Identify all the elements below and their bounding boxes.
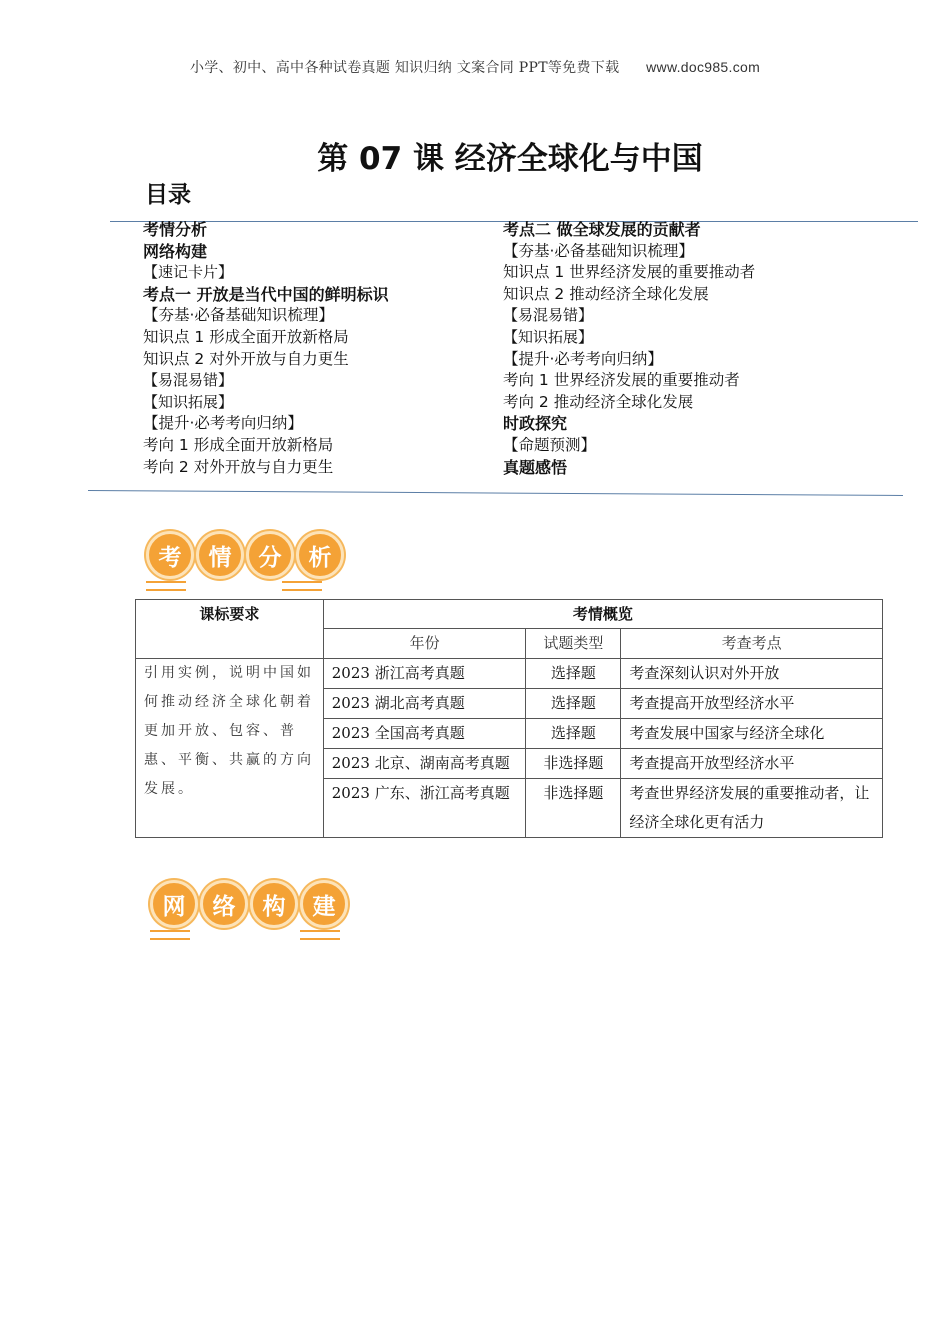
table-subheader-type: 试题类型 bbox=[526, 629, 621, 659]
page-title: 第 07 课 经济全球化与中国 bbox=[317, 141, 703, 177]
toc-item[interactable]: 时政探究 bbox=[503, 414, 568, 434]
badge-char: 建 bbox=[300, 880, 348, 928]
table-cell-type: 选择题 bbox=[526, 719, 621, 749]
table-cell-year: 2023 广东、浙江高考真题 bbox=[323, 779, 526, 838]
toc-item[interactable]: 知识点 2 推动经济全球化发展 bbox=[503, 284, 709, 303]
table-cell-type: 非选择题 bbox=[526, 749, 621, 779]
toc-item[interactable]: 【夯基·必备基础知识梳理】 bbox=[503, 241, 694, 260]
toc-item[interactable]: 考情分析 bbox=[143, 220, 208, 239]
badge-underline bbox=[282, 581, 322, 591]
toc-item[interactable]: 【易混易错】 bbox=[503, 306, 594, 325]
toc-item[interactable]: 考向 1 世界经济发展的重要推动者 bbox=[503, 371, 740, 390]
badge-char: 分 bbox=[246, 531, 294, 579]
table-subheader-year: 年份 bbox=[323, 629, 526, 659]
badge-underline bbox=[150, 930, 190, 940]
table-cell-point: 考查提高开放型经济水平 bbox=[621, 689, 883, 719]
table-cell-point: 考查深刻认识对外开放 bbox=[621, 659, 883, 689]
toc-item[interactable]: 考点二 做全球发展的贡献者 bbox=[503, 220, 701, 239]
toc-item[interactable]: 网络构建 bbox=[143, 241, 208, 261]
badge-char: 情 bbox=[196, 531, 244, 579]
badge-char: 构 bbox=[250, 880, 298, 928]
badge-char: 考 bbox=[146, 531, 194, 579]
badge-char: 网 bbox=[150, 880, 198, 928]
toc-item[interactable]: 【提升·必考考向归纳】 bbox=[143, 414, 303, 433]
table-cell-year: 2023 全国高考真题 bbox=[323, 719, 526, 749]
table-cell-year: 2023 浙江高考真题 bbox=[323, 659, 526, 689]
table-cell-year: 2023 北京、湖南高考真题 bbox=[323, 749, 526, 779]
toc-item[interactable]: 考向 1 形成全面开放新格局 bbox=[143, 435, 334, 454]
toc-item[interactable]: 考向 2 推动经济全球化发展 bbox=[503, 392, 694, 411]
badge-char: 析 bbox=[296, 531, 344, 579]
badge-underline bbox=[300, 930, 340, 940]
table-header-overview: 考情概览 bbox=[323, 600, 882, 629]
section-badge-exam-analysis bbox=[146, 531, 344, 579]
table-cell-point: 考查提高开放型经济水平 bbox=[621, 749, 883, 779]
page-header bbox=[0, 57, 950, 77]
toc-item[interactable]: 【提升·必考考向归纳】 bbox=[503, 349, 663, 368]
toc-item[interactable]: 知识点 1 世界经济发展的重要推动者 bbox=[503, 263, 756, 282]
toc-item[interactable]: 考点一 开放是当代中国的鲜明标识 bbox=[143, 284, 389, 304]
toc-item[interactable]: 【知识拓展】 bbox=[503, 327, 594, 346]
curriculum-requirement: 引用实例，说明中国如何推动经济全球化朝着更加开放、包容、普惠、平衡、共赢的方向发展。 bbox=[136, 659, 324, 838]
toc-item[interactable]: 【易混易错】 bbox=[143, 371, 234, 390]
toc-item[interactable]: 【命题预测】 bbox=[503, 435, 597, 454]
section-badge-network-build bbox=[150, 880, 348, 928]
table-cell-type: 选择题 bbox=[526, 689, 621, 719]
table-cell-point: 考查发展中国家与经济全球化 bbox=[621, 719, 883, 749]
table-header-requirement: 课标要求 bbox=[136, 600, 324, 659]
toc-left-column bbox=[143, 219, 389, 478]
toc-item[interactable]: 考向 2 对外开放与自力更生 bbox=[143, 457, 334, 476]
exam-overview-table bbox=[135, 599, 883, 838]
toc-item[interactable]: 知识点 2 对外开放与自力更生 bbox=[143, 349, 349, 368]
toc-item[interactable]: 【知识拓展】 bbox=[143, 392, 234, 411]
toc-heading: 目录 bbox=[145, 182, 191, 208]
table-cell-type: 选择题 bbox=[526, 659, 621, 689]
toc-item[interactable]: 真题感悟 bbox=[503, 457, 568, 477]
toc-right-column bbox=[503, 219, 755, 478]
toc-item[interactable]: 知识点 1 形成全面开放新格局 bbox=[143, 327, 349, 346]
toc-bottom-rule bbox=[88, 490, 903, 496]
table-cell-point: 考查世界经济发展的重要推动者，让经济全球化更有活力 bbox=[621, 779, 883, 838]
toc-item[interactable]: 【速记卡片】 bbox=[143, 263, 234, 282]
table-row bbox=[136, 659, 883, 689]
table-cell-year: 2023 湖北高考真题 bbox=[323, 689, 526, 719]
table-subheader-point: 考查考点 bbox=[621, 629, 883, 659]
header-url[interactable]: www.doc985.com bbox=[646, 59, 761, 75]
header-text: 小学、初中、高中各种试卷真题 知识归纳 文案合同 PPT等免费下载 bbox=[189, 60, 620, 76]
table-cell-type: 非选择题 bbox=[526, 779, 621, 838]
toc-item[interactable]: 【夯基·必备基础知识梳理】 bbox=[143, 306, 334, 325]
badge-char: 络 bbox=[200, 880, 248, 928]
badge-underline bbox=[146, 581, 186, 591]
